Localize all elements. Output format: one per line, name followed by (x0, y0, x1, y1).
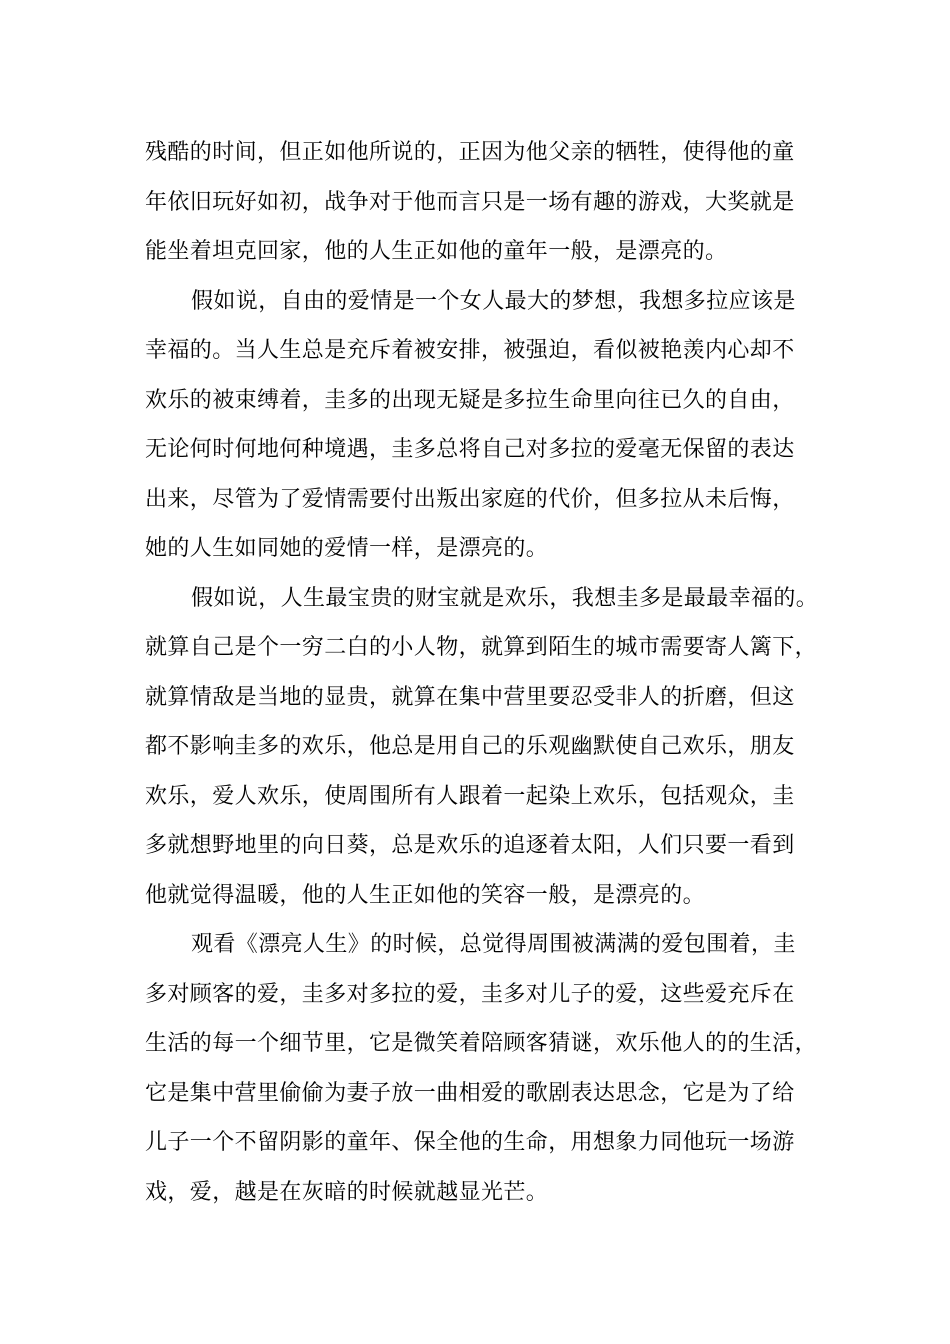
text-line-6: 欢乐的被束缚着，圭多的出现无疑是多拉生命里向往已久的自由， (145, 387, 795, 413)
text-line-20: 它是集中营里偷偷为妻子放一曲相爱的歌剧表达思念，它是为了给 (145, 1080, 795, 1106)
text-line-22: 戏，爱，越是在灰暗的时候就越显光芒。 (145, 1179, 549, 1205)
text-line-21: 儿子一个不留阴影的童年、保全他的生命，用想象力同他玩一场游 (145, 1130, 795, 1155)
body-text (145, 128, 819, 1217)
text-line-14: 欢乐，爱人欢乐，使周围所有人跟着一起染上欢乐，包括观众，圭 (145, 783, 795, 809)
text-line-16: 他就觉得温暖，他的人生正如他的笑容一般，是漂亮的。 (145, 882, 706, 908)
text-line-1: 残酷的时间，但正如他所说的，正因为他父亲的牺牲，使得他的童 (145, 140, 795, 165)
text-line-18: 多对顾客的爱，圭多对多拉的爱，圭多对儿子的爱，这些爱充斥在 (145, 981, 795, 1007)
paragraph-start-line: 假如说，自由的爱情是一个女人最大的梦想，我想多拉应该是 (191, 288, 796, 314)
text-line-19: 生活的每一个细节里，它是微笑着陪顾客猜谜，欢乐他人的的生活， (145, 1031, 818, 1056)
text-line-7: 无论何时何地何种境遇，圭多总将自己对多拉的爱毫无保留的表达 (145, 437, 795, 462)
text-line-2: 年依旧玩好如初，战争对于他而言只是一场有趣的游戏，大奖就是 (145, 189, 795, 215)
text-line-15: 多就想野地里的向日葵，总是欢乐的追逐着太阳，人们只要一看到 (145, 833, 795, 858)
paragraph-start-line: 观看《漂亮人生》的时候，总觉得周围被满满的爱包围着，圭 (191, 932, 796, 957)
text-line-5: 幸福的。当人生总是充斥着被安排，被强迫，看似被艳羡内心却不 (145, 338, 795, 363)
text-line-9: 她的人生如同她的爱情一样，是漂亮的。 (145, 536, 549, 561)
text-line-3: 能坐着坦克回家，他的人生正如他的童年一般，是漂亮的。 (145, 239, 728, 264)
paragraph-start-line: 假如说，人生最宝贵的财宝就是欢乐，我想圭多是最最幸福的。 (191, 585, 819, 611)
text-line-11: 就算自己是个一穷二白的小人物，就算到陌生的城市需要寄人篱下， (145, 635, 818, 660)
text-line-8: 出来，尽管为了爱情需要付出叛出家庭的代价，但多拉从未后悔， (145, 486, 795, 512)
text-line-12: 就算情敌是当地的显贵，就算在集中营里要忍受非人的折磨，但这 (145, 684, 795, 710)
text-line-13: 都不影响圭多的欢乐，他总是用自己的乐观幽默使自己欢乐，朋友 (145, 734, 795, 759)
